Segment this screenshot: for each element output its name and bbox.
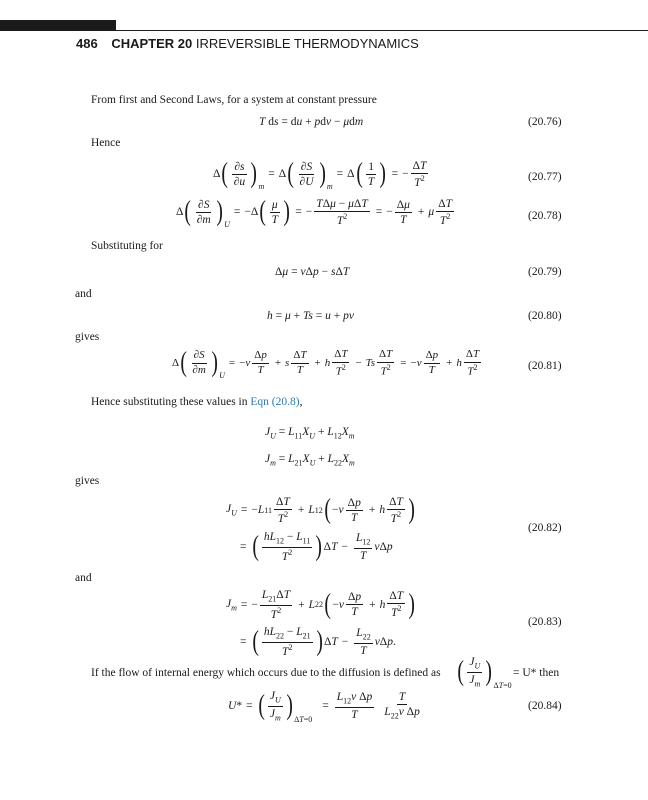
flow-definition-text: If the flow of internal energy which occurs due to the diffusion is defined as [91,667,441,679]
equation-20-82-line1: $J_U$ = − L 11 ΔT $T^2$ + L 12 ( − v Δp T + h ΔT $T^2$ ) [226,494,415,526]
page-number: 486 [76,36,98,51]
equation-20-84: U * = ( $J_U$ $J_m$ ) ΔT=0 = $\frac{L_{12}v \Delta p}{T}$ T $L_{22}v$ Δp [228,690,420,725]
eqn-20-8-link[interactable]: Eqn (20.8) [250,396,300,408]
eq-number-20-77: (20.77) [528,171,562,183]
equation-20-77: Δ ( ∂s ∂u ) m = Δ ( ∂S ∂U ) m = Δ ( 1 T ) = − $\frac{\Delta T}{T^2}$ [213,158,427,191]
header-rule [0,30,648,31]
hence-substituting-text [91,396,302,408]
equation-20-78: Δ ( ∂S ∂m ) U = −Δ ( μ T ) = − TΔμ − μΔT $T^2$ = − $\frac{\Delta\mu}{T}$ + μ ΔT $T^2$ [176,196,453,229]
eq-number-20-80: (20.80) [528,310,562,322]
equation-20-83-line1: $J_m$ = − $\frac{L_{21}\Delta T}{T^2}$ + L 22 ( − v Δp T + h ΔT $T^2$ ) [226,588,416,621]
flow-definition-end: = U* then [513,667,560,679]
eq-number-20-82: (20.82) [528,522,562,534]
eq-number-20-78: (20.78) [528,210,562,222]
equation-20-81: Δ ( ∂S ∂m ) U = − v Δp T + s ΔT T + h ΔT $T^2$ − Ts $\frac{\Delta T}{T^2}$ = − v Δp T + h ΔT $T^2$ [172,347,480,380]
equation-20-83-line2: = ( $hL_{22} - L_{21}$ $T^2$ ) Δ T − $\frac{L_{22}}{T}$ v Δ p . [240,625,396,658]
intro-text: From first and Second Laws, for a system at constant pressure [91,94,377,106]
hence-substituting-suffix: , [299,396,303,408]
eq-number-20-76: (20.76) [528,116,562,128]
equation-20-79: Δμ = vΔp − sΔT [275,266,350,278]
equation-20-80: h = μ + Ts = u + pv [267,310,354,322]
eq-number-20-83: (20.83) [528,616,562,628]
equation-20-82-line2: = ( $hL_{12} - L_{11}$ $T^2$ ) Δ T − $\frac{L_{12}}{T}$ v Δ p [240,530,393,563]
eq-number-20-81: (20.81) [528,360,562,372]
flow-definition-math: ( $J_U$ $J_m$ ) ΔT=0 [457,656,512,691]
and-text-2: and [75,572,92,584]
equation-20-76: T ds = du + pdv − μdm [259,116,364,128]
gives-text-2: gives [75,475,100,487]
and-text-1: and [75,288,92,300]
chapter-label: CHAPTER 20 [111,36,193,51]
chapter-title: IRREVERSIBLE THERMODYNAMICS [195,36,419,51]
running-header [76,36,419,51]
eq-number-20-84: (20.84) [528,700,562,712]
gives-text-1: gives [75,331,100,343]
substituting-text: Substituting for [91,240,163,252]
hence-text: Hence [91,137,121,149]
equation-ju: $J_U = L_{11}X_U + L_{12}X_m$ [265,426,355,441]
hence-substituting-prefix: Hence substituting these values in [91,396,251,408]
eq-number-20-79: (20.79) [528,266,562,278]
equation-jm: $J_m = L_{21}X_U + L_{22}X_m$ [265,453,355,468]
